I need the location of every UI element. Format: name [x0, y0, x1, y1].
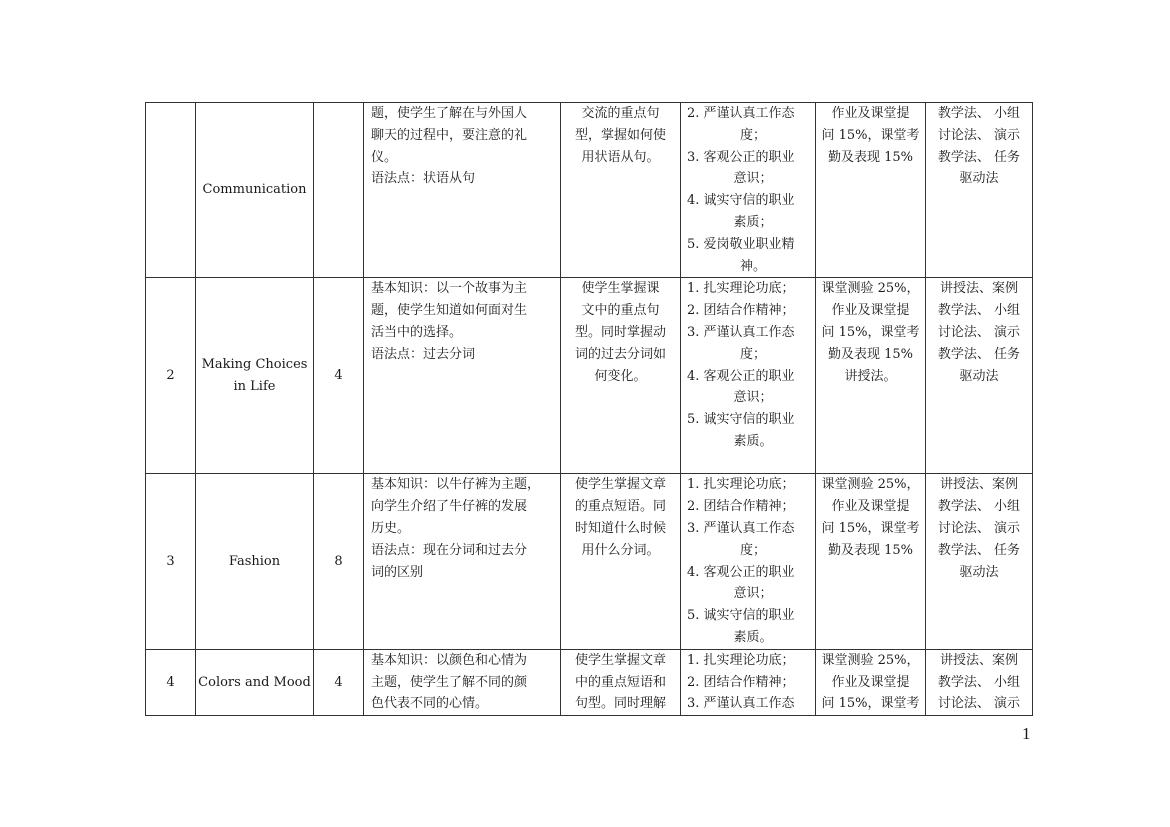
- cell-line: 主题，使学生了解不同的颜: [371, 674, 528, 690]
- cell-line: 使学生掌握文章: [574, 477, 666, 493]
- cell-line: 讨论法、 演示: [937, 696, 1021, 712]
- course-schedule-table: [145, 102, 1033, 716]
- cell-line: 教学法、 小组: [937, 499, 1021, 515]
- cell-line: 4. 诚实守信的职业: [687, 193, 795, 209]
- lesson-goal-cell: [561, 103, 681, 278]
- cell-line: 文中的重点句: [581, 303, 660, 319]
- cell-line: 5. 诚实守信的职业: [687, 608, 795, 624]
- lesson-number-cell: [146, 103, 196, 278]
- cell-line: 中的重点短语和: [574, 674, 666, 690]
- cell-line: 教学法、 小组: [937, 106, 1021, 121]
- cell-line: Communication: [202, 182, 307, 198]
- cell-line: 语法点：状语从句: [371, 171, 476, 187]
- cell-line: 素质。: [733, 629, 773, 645]
- cell-line: 5. 诚实守信的职业: [687, 412, 795, 428]
- cell-line: 勤及表现 15%: [827, 346, 914, 362]
- cell-line: 词的区别: [371, 564, 424, 580]
- cell-line: 讲授法、案例: [939, 281, 1018, 297]
- cell-line: 4. 客观公正的职业: [687, 564, 795, 580]
- lesson-hours-cell: [314, 474, 364, 649]
- cell-line: 问 15%，课堂考: [821, 324, 920, 340]
- teaching-method-cell: [926, 278, 1033, 474]
- cell-line: 教学法、 任务: [937, 542, 1021, 558]
- cell-line: 基本知识：以一个故事为主: [371, 281, 528, 297]
- cell-line: 度；: [739, 127, 766, 143]
- lesson-hours-cell: [314, 103, 364, 278]
- page-number: 1: [1022, 724, 1031, 743]
- cell-line: 3. 客观公正的职业: [687, 149, 795, 165]
- assessment-cell: [816, 474, 926, 649]
- cell-line: 语法点：过去分词: [371, 346, 476, 362]
- cell-line: 2. 团结合作精神；: [687, 674, 795, 690]
- cell-line: 教学法、 小组: [937, 303, 1021, 319]
- cell-line: 讲授法。: [844, 368, 897, 384]
- cell-line: 课堂测验 25%，: [821, 281, 920, 297]
- lesson-hours-cell: [314, 278, 364, 474]
- lesson-content-cell: [364, 278, 561, 474]
- cell-line: Making Choices: [201, 357, 308, 373]
- cell-line: 素质。: [733, 433, 773, 449]
- cell-line: 作业及课堂提: [831, 499, 910, 515]
- lesson-number-cell: [146, 278, 196, 474]
- cell-line: 讲授法、案例: [939, 477, 1018, 493]
- cell-line: 聊天的过程中，要注意的礼: [371, 127, 528, 143]
- cell-line: 活当中的选择。: [371, 324, 463, 340]
- cell-line: 1. 扎实理论功底；: [687, 652, 795, 668]
- cell-line: 意识；: [733, 586, 773, 602]
- cell-line: 仪。: [371, 149, 398, 165]
- cell-line: 型，掌握如何使: [574, 127, 666, 143]
- cell-line: 勤及表现 15%: [827, 149, 914, 165]
- teaching-method-cell: [926, 103, 1033, 278]
- cell-line: 教学法、 小组: [937, 674, 1021, 690]
- cell-line: 型。同时掌握动: [574, 324, 666, 340]
- cell-line: 1. 扎实理论功底；: [687, 281, 795, 297]
- cell-line: 度；: [739, 346, 766, 362]
- cell-line: 驱动法: [959, 564, 999, 580]
- cell-line: 讨论法、 演示: [937, 324, 1021, 340]
- lesson-hours-text: 4: [334, 674, 343, 690]
- cell-line: 2. 团结合作精神；: [687, 303, 795, 319]
- table-row: [146, 278, 1033, 474]
- cell-line: 用什么分词。: [581, 542, 660, 558]
- cell-line: 5. 爱岗敬业职业精: [687, 236, 795, 252]
- cell-line: 教学法、 任务: [937, 149, 1021, 165]
- cell-line: 作业及课堂提: [831, 303, 910, 319]
- cell-line: Colors and Mood: [198, 674, 311, 690]
- cell-line: 驱动法: [959, 368, 999, 384]
- cell-line: 问 15%，课堂考: [821, 127, 920, 143]
- cell-line: Fashion: [228, 553, 281, 569]
- cell-line: 勤及表现 15%: [827, 542, 914, 558]
- lesson-hours-text: 4: [334, 367, 343, 383]
- cell-line: 色代表不同的心情。: [371, 696, 489, 712]
- cell-line: 3. 严谨认真工作态: [687, 520, 795, 536]
- cell-line: 3. 严谨认真工作态: [687, 696, 795, 712]
- lesson-number-text: 2: [166, 367, 175, 383]
- cell-line: 作业及课堂提: [831, 106, 910, 121]
- cell-line: 驱动法: [959, 171, 999, 187]
- lesson-title-cell: [196, 649, 314, 715]
- cell-line: 度；: [739, 542, 766, 558]
- table-row: [146, 103, 1033, 278]
- assessment-cell: [816, 649, 926, 715]
- cell-line: 意识；: [733, 171, 773, 187]
- cell-line: 神。: [739, 258, 766, 274]
- lesson-number-cell: [146, 474, 196, 649]
- cell-line: in Life: [233, 378, 276, 394]
- lesson-goal-cell: [561, 649, 681, 715]
- assessment-cell: [816, 103, 926, 278]
- assessment-cell: [816, 278, 926, 474]
- cell-line: 基本知识：以颜色和心情为: [371, 652, 528, 668]
- cell-line: 问 15%，课堂考: [821, 696, 920, 712]
- cell-line: 3. 严谨认真工作态: [687, 324, 795, 340]
- cell-line: 使学生掌握文章: [574, 652, 666, 668]
- cell-line: 课堂测验 25%，: [821, 477, 920, 493]
- quality-goals-cell: [681, 474, 816, 649]
- cell-line: 题，使学生了解在与外国人: [371, 106, 528, 121]
- lesson-number-text: 3: [166, 553, 175, 569]
- lesson-hours-cell: [314, 649, 364, 715]
- cell-line: 讲授法、案例: [939, 652, 1018, 668]
- cell-line: 用状语从句。: [581, 149, 660, 165]
- cell-line: 课堂测验 25%，: [821, 652, 920, 668]
- lesson-number-cell: [146, 649, 196, 715]
- cell-line: 题，使学生知道如何面对生: [371, 303, 528, 319]
- cell-line: 意识；: [733, 390, 773, 406]
- cell-line: 讨论法、 演示: [937, 127, 1021, 143]
- cell-line: 时知道什么时候: [574, 520, 666, 536]
- cell-line: 语法点：现在分词和过去分: [371, 542, 528, 558]
- quality-goals-cell: [681, 649, 816, 715]
- cell-line: 交流的重点句: [581, 106, 660, 121]
- lesson-title-cell: [196, 278, 314, 474]
- cell-line: 问 15%，课堂考: [821, 520, 920, 536]
- cell-line: 教学法、 任务: [937, 346, 1021, 362]
- cell-line: 2. 团结合作精神；: [687, 499, 795, 515]
- lesson-content-cell: [364, 474, 561, 649]
- cell-line: 4. 客观公正的职业: [687, 368, 795, 384]
- cell-line: 讨论法、 演示: [937, 520, 1021, 536]
- lesson-content-cell: [364, 649, 561, 715]
- cell-line: 作业及课堂提: [831, 674, 910, 690]
- cell-line: 的重点短语。同: [574, 499, 666, 515]
- teaching-method-cell: [926, 649, 1033, 715]
- lesson-title-cell: [196, 103, 314, 278]
- teaching-method-cell: [926, 474, 1033, 649]
- lesson-goal-cell: [561, 474, 681, 649]
- cell-line: 基本知识：以牛仔裤为主题，: [371, 477, 541, 493]
- cell-line: 2. 严谨认真工作态: [687, 106, 795, 121]
- cell-line: 向学生介绍了牛仔裤的发展: [371, 499, 528, 515]
- cell-line: 句型。同时理解: [574, 696, 666, 712]
- table-row: [146, 474, 1033, 649]
- lesson-title-cell: [196, 474, 314, 649]
- lesson-goal-cell: [561, 278, 681, 474]
- quality-goals-cell: [681, 278, 816, 474]
- cell-line: 素质；: [733, 214, 773, 230]
- lesson-content-cell: [364, 103, 561, 278]
- cell-line: 使学生掌握课: [581, 281, 660, 297]
- lesson-hours-text: 8: [334, 553, 343, 569]
- cell-line: 何变化。: [594, 368, 647, 384]
- lesson-number-text: 4: [166, 674, 175, 690]
- quality-goals-cell: [681, 103, 816, 278]
- table-row: [146, 649, 1033, 715]
- cell-line: 1. 扎实理论功底；: [687, 477, 795, 493]
- cell-line: 词的过去分词如: [574, 346, 666, 362]
- cell-line: 历史。: [371, 520, 411, 536]
